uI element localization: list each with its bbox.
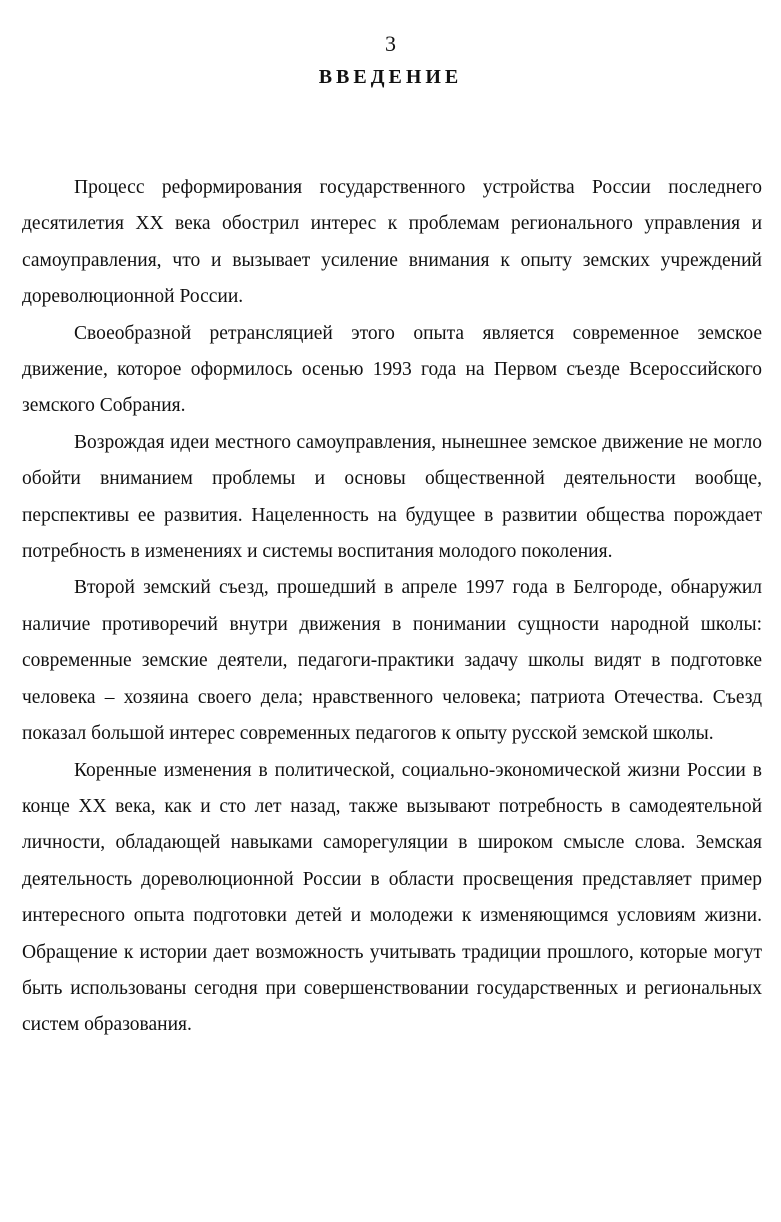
page-number: 3 <box>385 31 396 56</box>
page-title: ВВЕДЕНИЕ <box>318 66 463 88</box>
paragraph-1: Процесс реформирования государственного устройства России последнего десятилетия XX века обострил интерес к проблемам регионального управления и самоуправления, что и вызывает усиление внимания к опыту земских учреждений дореволюционной России. <box>22 177 762 308</box>
paragraph-5: Коренные изменения в политической, социально-экономической жизни России в конце XX века, как и сто лет назад, также вызывают потребность в самодеятельной личности, обладающей навыками саморегуляции в широком смысле слова. Земская деятельность дореволюционной России в области просвещения представляет пример интересного опыта подготовки детей и молодежи к изменяющимся условиям жизни. Обращение к истории дает возможность учитывать традиции прошлого, которые могут быть использованы сегодня при совершенствовании государственных и региональных систем образования. <box>22 759 762 1036</box>
paragraph-3: Возрождая идеи местного самоуправления, нынешнее земское движение не могло обойти вниманием проблемы и основы общественной деятельности вообще, перспективы ее развития. Нацеленность на будущее в развитии общества порождает потребность в изменениях и системы воспитания молодого поколения. <box>22 431 762 563</box>
paragraph-2: Своеобразной ретрансляцией этого опыта является современное земское движение, которое оформилось осенью 1993 года на Первом съезде Всероссийского земского Собрания. <box>22 322 762 417</box>
document-body <box>22 170 762 1044</box>
paragraph-4: Второй земский съезд, прошедший в апреле 1997 года в Белгороде, обнаружил наличие противоречий внутри движения в понимании сущности народной школы: современные земские деятели, педагоги-практики задачу школы видят в подготовке человека – хозяина своего дела; нравственного человека; патриота Отечества. Съезд показал большой интерес современных педагогов к опыту русской земской школы. <box>22 577 762 745</box>
